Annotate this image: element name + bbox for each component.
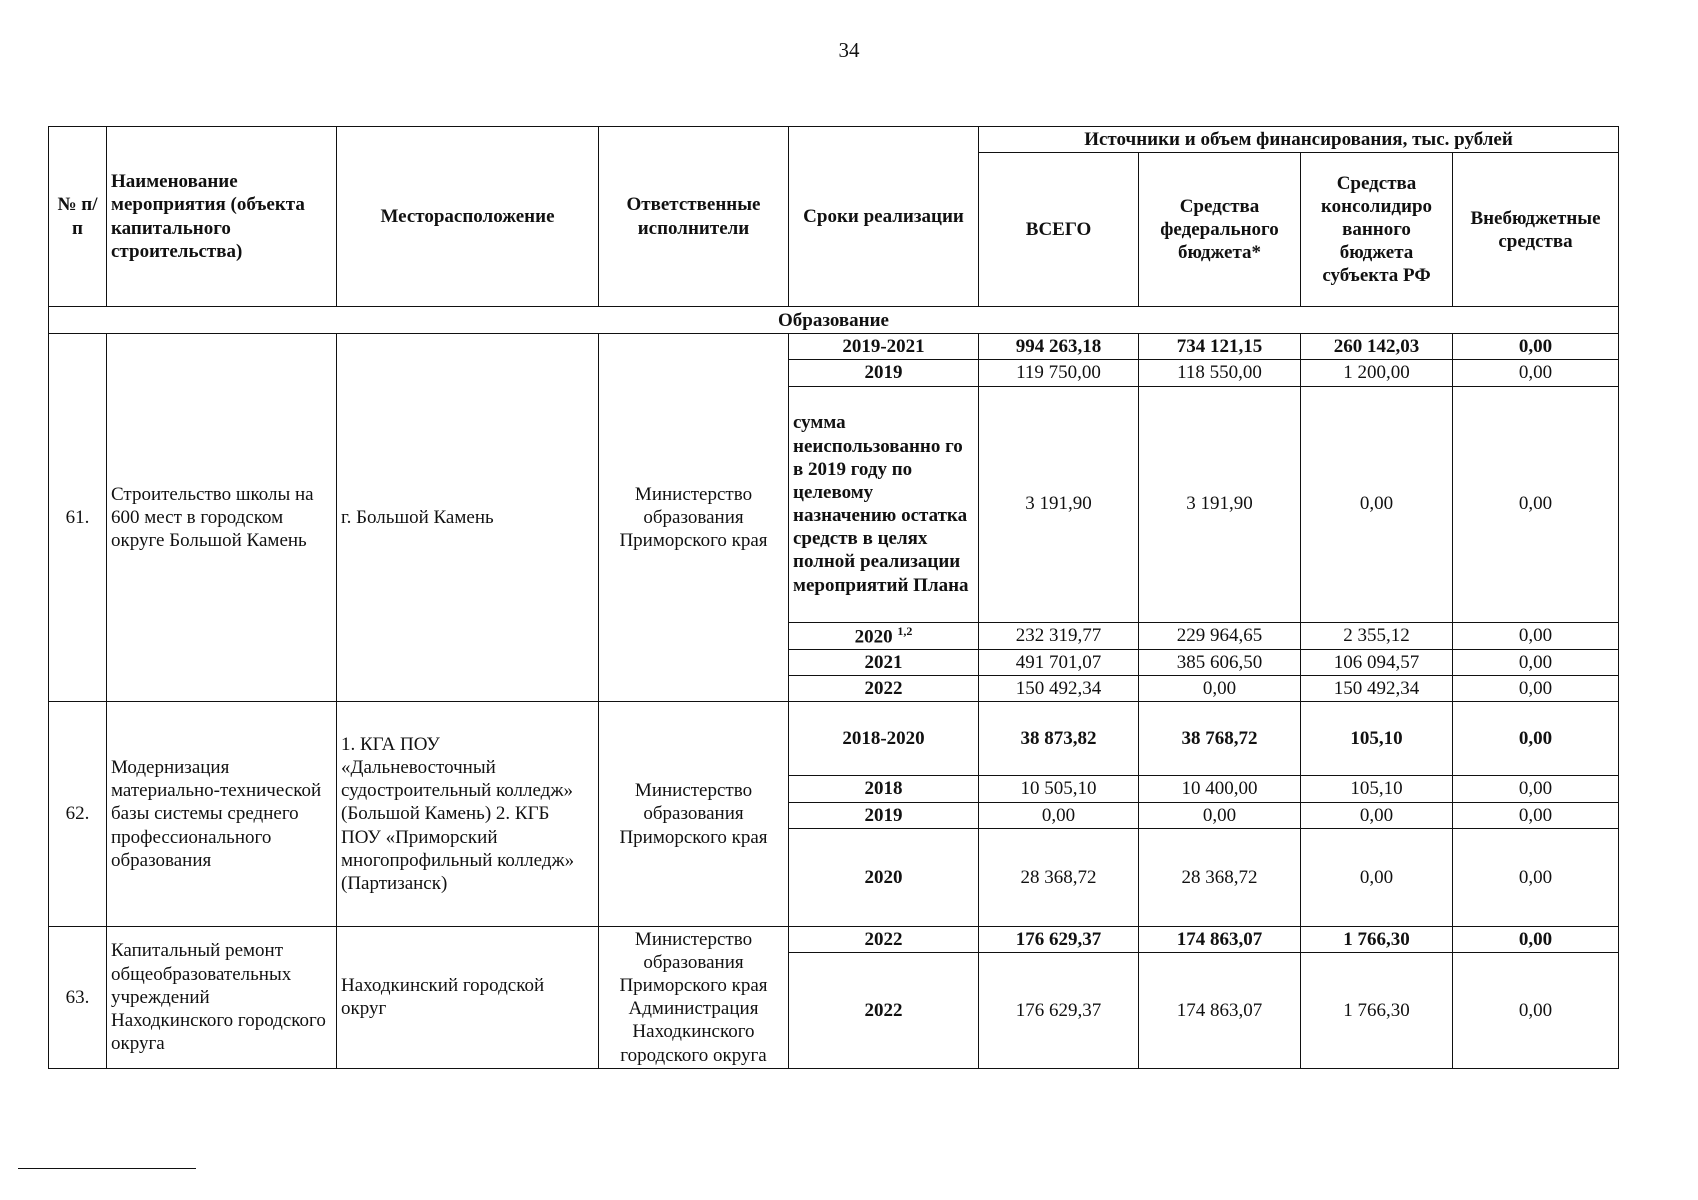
item-num: 62. bbox=[49, 702, 107, 926]
item-responsible: Министерство образования Приморского края bbox=[599, 334, 789, 702]
item-num: 63. bbox=[49, 926, 107, 1068]
extra-cell: 0,00 bbox=[1453, 360, 1619, 386]
term-cell bbox=[789, 622, 979, 650]
federal-cell: 229 964,65 bbox=[1139, 622, 1301, 650]
federal-cell: 28 368,72 bbox=[1139, 828, 1301, 926]
term-cell: 2021 bbox=[789, 650, 979, 676]
financing-table bbox=[48, 126, 1619, 1069]
item-location: г. Большой Камень bbox=[337, 334, 599, 702]
extra-cell: 0,00 bbox=[1453, 334, 1619, 360]
consolidated-cell: 2 355,12 bbox=[1301, 622, 1453, 650]
term-cell: 2018-2020 bbox=[789, 702, 979, 776]
footnote-separator bbox=[18, 1168, 196, 1169]
consolidated-cell: 106 094,57 bbox=[1301, 650, 1453, 676]
term-cell: 2020 bbox=[789, 828, 979, 926]
term-note-cell: сумма неиспользованно го в 2019 году по целевому назначению остатка средств в целях полной реализации мероприятий Плана bbox=[789, 386, 979, 622]
extra-cell: 0,00 bbox=[1453, 802, 1619, 828]
item-name: Строительство школы на 600 мест в городском округе Большой Камень bbox=[107, 334, 337, 702]
federal-cell: 0,00 bbox=[1139, 676, 1301, 702]
item-responsible: Министерство образования Приморского края Администрация Находкинского городского округа bbox=[599, 926, 789, 1068]
federal-cell: 10 400,00 bbox=[1139, 776, 1301, 802]
page-number: 34 bbox=[838, 38, 860, 62]
total-cell: 176 629,37 bbox=[979, 926, 1139, 952]
federal-cell: 0,00 bbox=[1139, 802, 1301, 828]
total-cell: 28 368,72 bbox=[979, 828, 1139, 926]
header-financing-group: Источники и объем финансирования, тыс. рублей bbox=[979, 127, 1619, 153]
consolidated-cell: 0,00 bbox=[1301, 386, 1453, 622]
item-name: Капитальный ремонт общеобразовательных учреждений Находкинского городского округа bbox=[107, 926, 337, 1068]
header-extra: Внебюджетные средства bbox=[1453, 153, 1619, 307]
consolidated-cell: 150 492,34 bbox=[1301, 676, 1453, 702]
header-consolidated: Средства консолидиро ванного бюджета субъекта РФ bbox=[1301, 153, 1453, 307]
extra-cell: 0,00 bbox=[1453, 926, 1619, 952]
term-cell: 2022 bbox=[789, 926, 979, 952]
total-cell: 176 629,37 bbox=[979, 952, 1139, 1068]
federal-cell: 174 863,07 bbox=[1139, 926, 1301, 952]
extra-cell: 0,00 bbox=[1453, 702, 1619, 776]
item-responsible: Министерство образования Приморского края bbox=[599, 702, 789, 926]
total-cell: 232 319,77 bbox=[979, 622, 1139, 650]
header-responsible: Ответственные исполнители bbox=[599, 127, 789, 307]
term-cell: 2019 bbox=[789, 360, 979, 386]
total-cell: 994 263,18 bbox=[979, 334, 1139, 360]
extra-cell: 0,00 bbox=[1453, 676, 1619, 702]
extra-cell: 0,00 bbox=[1453, 828, 1619, 926]
term-cell: 2018 bbox=[789, 776, 979, 802]
item-name: Модернизация материально-технической базы системы среднего профессионального образования bbox=[107, 702, 337, 926]
item-location: 1. КГА ПОУ «Дальневосточный судостроительный колледж» (Большой Камень) 2. КГБ ПОУ «Приморский многопрофильный колледж» (Партизанск) bbox=[337, 702, 599, 926]
consolidated-cell: 0,00 bbox=[1301, 828, 1453, 926]
consolidated-cell: 0,00 bbox=[1301, 802, 1453, 828]
consolidated-cell: 105,10 bbox=[1301, 702, 1453, 776]
term-cell: 2019 bbox=[789, 802, 979, 828]
total-cell: 0,00 bbox=[979, 802, 1139, 828]
total-cell: 150 492,34 bbox=[979, 676, 1139, 702]
term-cell: 2022 bbox=[789, 676, 979, 702]
term-value: 2020 bbox=[854, 625, 893, 647]
consolidated-cell: 105,10 bbox=[1301, 776, 1453, 802]
consolidated-cell: 260 142,03 bbox=[1301, 334, 1453, 360]
term-cell: 2022 bbox=[789, 952, 979, 1068]
extra-cell: 0,00 bbox=[1453, 622, 1619, 650]
extra-cell: 0,00 bbox=[1453, 776, 1619, 802]
federal-cell: 38 768,72 bbox=[1139, 702, 1301, 776]
total-cell: 119 750,00 bbox=[979, 360, 1139, 386]
header-name: Наименование мероприятия (объекта капитального строительства) bbox=[107, 127, 337, 307]
header-federal: Средства федерального бюджета* bbox=[1139, 153, 1301, 307]
federal-cell: 118 550,00 bbox=[1139, 360, 1301, 386]
term-footnote-marker: 1,2 bbox=[897, 623, 913, 638]
extra-cell: 0,00 bbox=[1453, 650, 1619, 676]
federal-cell: 3 191,90 bbox=[1139, 386, 1301, 622]
federal-cell: 734 121,15 bbox=[1139, 334, 1301, 360]
section-title: Образование bbox=[49, 307, 1619, 334]
total-cell: 3 191,90 bbox=[979, 386, 1139, 622]
header-terms: Сроки реализации bbox=[789, 127, 979, 307]
header-total: ВСЕГО bbox=[979, 153, 1139, 307]
federal-cell: 174 863,07 bbox=[1139, 952, 1301, 1068]
total-cell: 491 701,07 bbox=[979, 650, 1139, 676]
item-location: Находкинский городской округ bbox=[337, 926, 599, 1068]
extra-cell: 0,00 bbox=[1453, 952, 1619, 1068]
header-location: Месторасположение bbox=[337, 127, 599, 307]
consolidated-cell: 1 766,30 bbox=[1301, 926, 1453, 952]
item-num: 61. bbox=[49, 334, 107, 702]
consolidated-cell: 1 766,30 bbox=[1301, 952, 1453, 1068]
federal-cell: 385 606,50 bbox=[1139, 650, 1301, 676]
consolidated-cell: 1 200,00 bbox=[1301, 360, 1453, 386]
term-cell: 2019-2021 bbox=[789, 334, 979, 360]
total-cell: 10 505,10 bbox=[979, 776, 1139, 802]
extra-cell: 0,00 bbox=[1453, 386, 1619, 622]
header-num: № п/п bbox=[49, 127, 107, 307]
total-cell: 38 873,82 bbox=[979, 702, 1139, 776]
